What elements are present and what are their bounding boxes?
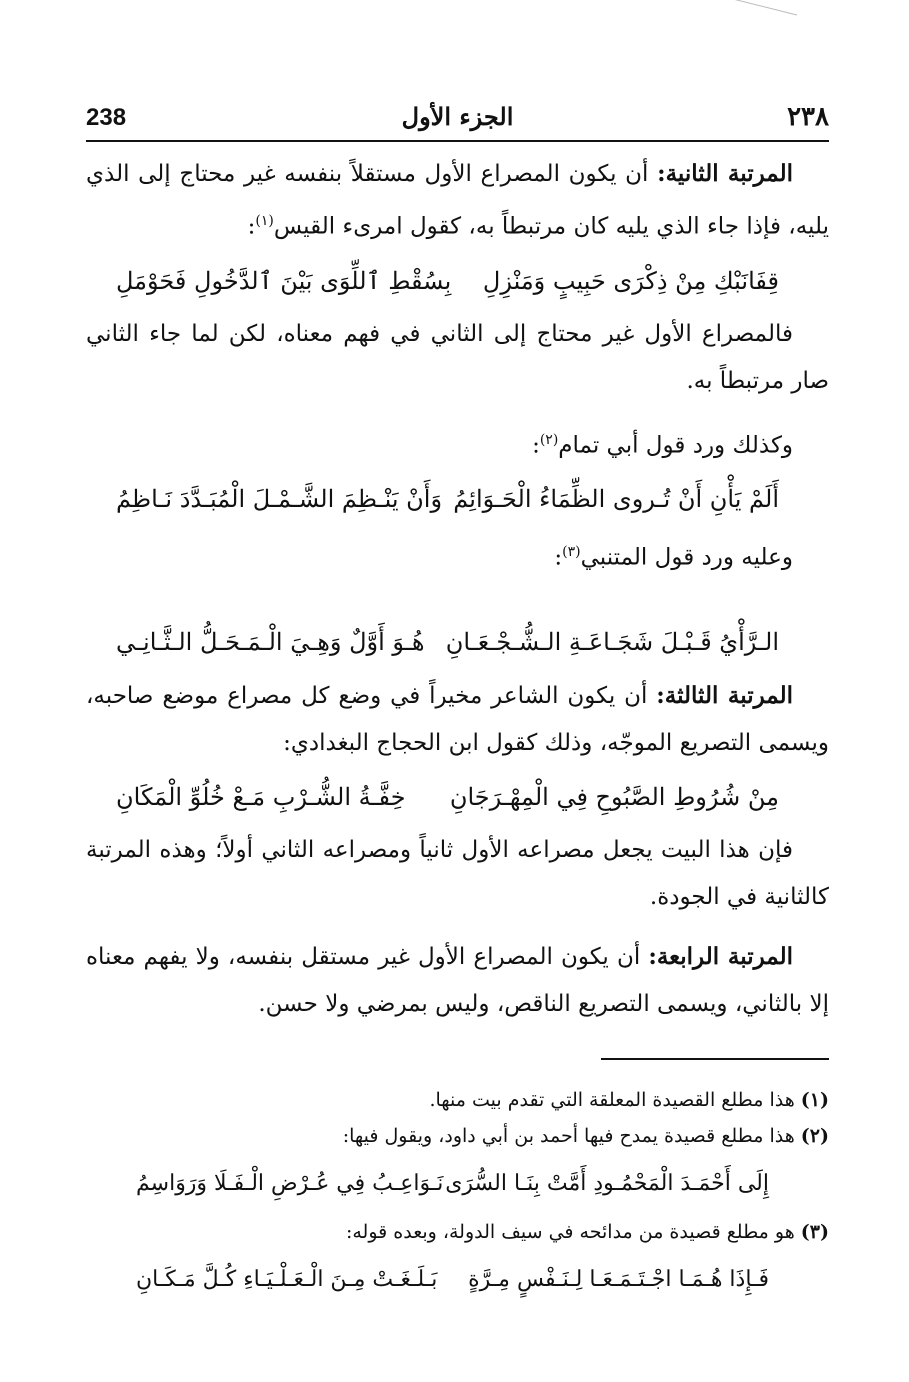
footnote-number: (٣) (800, 1220, 829, 1243)
paragraph-explanation: فالمصراع الأول غير محتاج إلى الثاني في فهم معناه، لكن لما جاء الثاني صار مرتبطاً به. (86, 320, 829, 394)
verse-first-hemistich: إِلَى أَحْمَـدَ الْمَحْمُـودِ أَمَّتْ بِنَـا السُّرَى (445, 1170, 769, 1196)
verse-first-hemistich: مِنْ شُرُوطِ الصَّبُوحِ فِي الْمِهْـرَجَانِ (449, 782, 779, 811)
footnote-ref-1[interactable]: (١) (255, 213, 274, 229)
footnote-3 (86, 1214, 829, 1250)
rank-heading-second: المرتبة الثانية: (657, 160, 793, 187)
rank-heading-fourth: المرتبة الرابعة: (648, 942, 793, 970)
footnote-text: هذا مطلع قصيدة يمدح فيها أحمد بن أبي داود، ويقول فيها: (342, 1124, 801, 1147)
verse-first-hemistich: أَلَمْ يَأْنِ أَنْ تُـروى الظِّمَاءُ الْحَـوَائِمُ (453, 485, 779, 514)
verse-second-hemistich: نَـوَاعِـبُ فِي عُـرْضِ الْـفَـلَا وَرَوَاسِمُ (136, 1170, 444, 1196)
verse-first-hemistich: قِفَانَبْكِ مِنْ ذِكْرَى حَبِيبٍ وَمَنْزِلِ (482, 266, 779, 295)
footnote-text: هذا مطلع القصيدة المعلقة التي تقدم بيت منها. (429, 1088, 801, 1111)
verse-second-hemistich: خِفَّـةُ الشُّـرْبِ مَـعْ خُلُوِّ الْمَكَانِ (116, 782, 406, 811)
footnote-2-verse (86, 1154, 829, 1214)
footnote-3-verse (86, 1250, 829, 1310)
paragraph-reversible: فإن هذا البيت يجعل مصراعه الأول ثانياً ومصراعه الثاني أولاً؛ وهذه المرتبة كالثانية في الجودة. (86, 836, 829, 910)
footnote-number: (١) (800, 1088, 829, 1111)
paragraph-colon: : (532, 432, 540, 459)
verse-second-hemistich: هُـوَ أَوَّلٌ وَهِـيَ الْـمَـحَـلُّ الـثَّـانِـي (116, 627, 425, 656)
verse-second-hemistich: بَـلَـغَـتْ مِـنَ الْـعَـلْـيَـاءِ كُـلَّ مَـكَـانِ (136, 1266, 438, 1292)
page-header (86, 100, 829, 142)
page-number-arabic: ٢٣٨ (787, 102, 829, 132)
rank-heading-third: المرتبة الثالثة: (656, 681, 793, 709)
page-body (86, 150, 829, 1310)
verse-first-hemistich: فَـإِذَا هُـمَـا اجْـتَـمَـعَـا لِـنَـفْسٍ مِـرَّةٍ (468, 1266, 769, 1292)
page-number-latin: 238 (86, 104, 127, 131)
verse-second-hemistich: بِسُقْطِ ٱللِّوَى بَيْنَ ٱلدَّخُولِ فَحَوْمَلِ (116, 266, 452, 295)
scan-artifact-line (729, 0, 797, 15)
verse-al-mutanabbi (86, 612, 829, 672)
verse-second-hemistich: وَأَنْ يَنْـظِمَ الشَّـمْـلَ الْمُبَـدَّدَ نَـاظِمُ (116, 485, 443, 514)
footnote-2 (86, 1118, 829, 1154)
running-title: الجزء الأول (401, 102, 514, 131)
paragraph-text: أن يكون الشاعر مخيراً في وضع كل مصراع موضع صاحبه، ويسمى التصريع الموجّه، وذلك كقول ابن الحجاج البغدادي: (86, 682, 829, 756)
paragraph-second-rank (86, 150, 829, 251)
verse-first-hemistich: الـرَّأْيُ قَـبْـلَ شَجَـاعَـةِ الـشُّـجْـعَـانِ (445, 627, 779, 656)
paragraph-text: أن يكون المصراع الأول مستقلاً بنفسه غير محتاج إلى الذي يليه، فإذا جاء الذي يليه كان مرتبطاً به، كقول امرىء القيس (86, 161, 829, 240)
footnote-ref-3[interactable]: (٣) (562, 544, 581, 561)
footnote-1 (86, 1082, 829, 1118)
paragraph-fourth-rank (86, 933, 829, 1028)
paragraph-text: وعليه ورد قول المتنبي (580, 544, 793, 571)
footnote-separator (601, 1058, 829, 1060)
paragraph-colon: : (247, 213, 256, 240)
paragraph-text: أن يكون المصراع الأول غير مستقل بنفسه، ولا يفهم معناه إلا بالثاني، ويسمى التصريع الناقص، وليس بمرضي ولا حسن. (86, 943, 829, 1017)
paragraph-third-rank (86, 672, 829, 767)
footnote-number: (٢) (800, 1124, 829, 1147)
verse-ibn-al-hajjaj (86, 767, 829, 827)
footnote-text: هو مطلع قصيدة من مدائحه في سيف الدولة، وبعده قوله: (345, 1220, 801, 1243)
verse-abu-tammam (86, 469, 829, 529)
paragraph-abu-tammam (86, 417, 829, 470)
paragraph-al-mutanabbi (86, 529, 829, 582)
paragraph-text: وكذلك ورد قول أبي تمام (558, 432, 793, 459)
footnote-ref-2[interactable]: (٢) (539, 431, 559, 448)
paragraph-colon: : (554, 544, 563, 571)
verse-imru-al-qais (86, 251, 829, 311)
